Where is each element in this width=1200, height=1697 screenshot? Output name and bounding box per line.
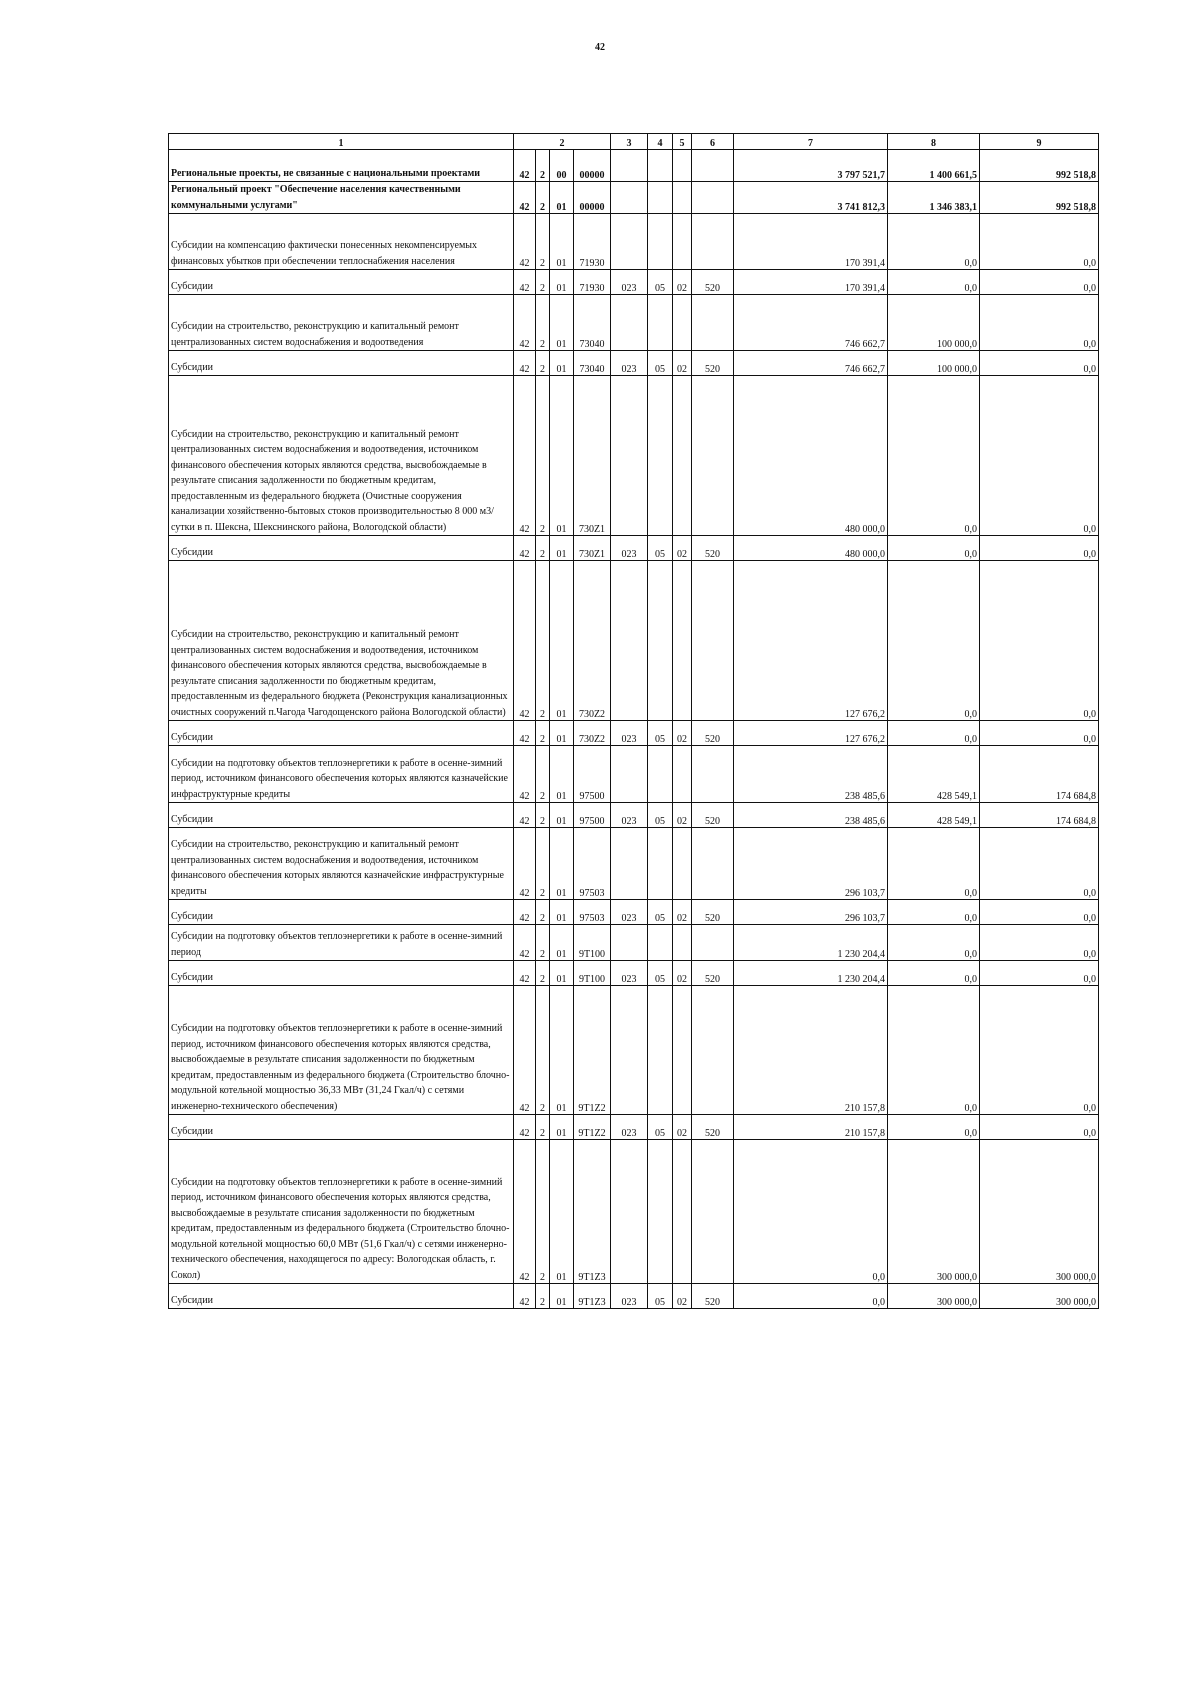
header-cell: 9 xyxy=(980,134,1099,150)
code-col-5: 02 xyxy=(673,900,692,925)
amount-col-8: 0,0 xyxy=(888,214,980,270)
code-col-6: 520 xyxy=(692,900,734,925)
header-cell: 1 xyxy=(169,134,514,150)
code-col-3 xyxy=(611,182,648,214)
amount-col-7: 210 157,8 xyxy=(734,1115,888,1140)
amount-col-8: 300 000,0 xyxy=(888,1140,980,1284)
code-col-4 xyxy=(648,182,673,214)
amount-col-8: 100 000,0 xyxy=(888,295,980,351)
amount-col-7: 127 676,2 xyxy=(734,561,888,721)
code-program: 42 xyxy=(514,150,536,182)
row-name: Субсидии на компенсацию фактически понесенных некомпенсируемых финансовых убытков при обеспечении теплоснабжения населения xyxy=(169,214,514,270)
code-col-5: 02 xyxy=(673,536,692,561)
code-project: 01 xyxy=(550,214,574,270)
amount-col-9: 0,0 xyxy=(980,376,1099,536)
code-col-3 xyxy=(611,746,648,803)
row-name: Субсидии xyxy=(169,351,514,376)
code-project: 01 xyxy=(550,536,574,561)
code-col-4 xyxy=(648,746,673,803)
header-cell: 7 xyxy=(734,134,888,150)
amount-col-9: 0,0 xyxy=(980,536,1099,561)
header-cell: 5 xyxy=(673,134,692,150)
code-program: 42 xyxy=(514,900,536,925)
row-name: Субсидии xyxy=(169,803,514,828)
amount-col-8: 0,0 xyxy=(888,270,980,295)
amount-col-7: 3 741 812,3 xyxy=(734,182,888,214)
code-col-3 xyxy=(611,925,648,961)
amount-col-9: 300 000,0 xyxy=(980,1284,1099,1309)
code-direction: 97500 xyxy=(574,746,611,803)
code-program: 42 xyxy=(514,925,536,961)
code-direction: 00000 xyxy=(574,150,611,182)
code-col-3: 023 xyxy=(611,270,648,295)
code-col-5 xyxy=(673,182,692,214)
code-col-6 xyxy=(692,182,734,214)
code-subprogram: 2 xyxy=(536,961,550,986)
amount-col-8: 0,0 xyxy=(888,961,980,986)
code-program: 42 xyxy=(514,803,536,828)
code-col-4 xyxy=(648,1140,673,1284)
code-col-6 xyxy=(692,746,734,803)
row-name: Субсидии xyxy=(169,1284,514,1309)
code-direction: 9T1Z2 xyxy=(574,1115,611,1140)
code-direction: 9T1Z2 xyxy=(574,986,611,1115)
code-direction: 00000 xyxy=(574,182,611,214)
header-cell: 2 xyxy=(514,134,611,150)
amount-col-7: 480 000,0 xyxy=(734,536,888,561)
code-project: 01 xyxy=(550,803,574,828)
page-number: 42 xyxy=(595,42,605,53)
code-project: 01 xyxy=(550,925,574,961)
code-project: 01 xyxy=(550,351,574,376)
amount-col-9: 0,0 xyxy=(980,828,1099,900)
row-name: Субсидии на подготовку объектов теплоэнергетики к работе в осенне-зимний период, источником финансового обеспечения которых являются казначейские инфраструктурные кредиты xyxy=(169,746,514,803)
code-subprogram: 2 xyxy=(536,828,550,900)
amount-col-9: 992 518,8 xyxy=(980,150,1099,182)
code-direction: 730Z1 xyxy=(574,376,611,536)
row-name: Субсидии на подготовку объектов теплоэнергетики к работе в осенне-зимний период xyxy=(169,925,514,961)
code-col-3: 023 xyxy=(611,961,648,986)
code-project: 01 xyxy=(550,746,574,803)
code-subprogram: 2 xyxy=(536,803,550,828)
amount-col-9: 174 684,8 xyxy=(980,746,1099,803)
code-col-3 xyxy=(611,828,648,900)
table-row xyxy=(169,746,1099,803)
row-name: Субсидии на строительство, реконструкцию и капитальный ремонт централизованных систем водоснабжения и водоотведения xyxy=(169,295,514,351)
amount-col-7: 0,0 xyxy=(734,1284,888,1309)
row-name: Субсидии xyxy=(169,721,514,746)
row-name: Субсидии xyxy=(169,961,514,986)
row-name: Региональный проект "Обеспечение населения качественными коммунальными услугами" xyxy=(169,182,514,214)
code-col-3 xyxy=(611,150,648,182)
code-subprogram: 2 xyxy=(536,561,550,721)
amount-col-9: 0,0 xyxy=(980,295,1099,351)
code-program: 42 xyxy=(514,721,536,746)
amount-col-7: 480 000,0 xyxy=(734,376,888,536)
amount-col-7: 746 662,7 xyxy=(734,295,888,351)
code-col-4 xyxy=(648,376,673,536)
code-col-4: 05 xyxy=(648,1115,673,1140)
code-direction: 71930 xyxy=(574,214,611,270)
code-col-3: 023 xyxy=(611,803,648,828)
code-col-6 xyxy=(692,1140,734,1284)
code-col-6: 520 xyxy=(692,351,734,376)
code-col-4: 05 xyxy=(648,270,673,295)
code-direction: 73040 xyxy=(574,295,611,351)
code-col-4 xyxy=(648,561,673,721)
amount-col-9: 0,0 xyxy=(980,721,1099,746)
code-program: 42 xyxy=(514,376,536,536)
code-program: 42 xyxy=(514,561,536,721)
code-subprogram: 2 xyxy=(536,925,550,961)
code-col-3: 023 xyxy=(611,721,648,746)
code-col-5 xyxy=(673,925,692,961)
code-col-3: 023 xyxy=(611,536,648,561)
code-subprogram: 2 xyxy=(536,182,550,214)
code-project: 01 xyxy=(550,182,574,214)
code-col-5: 02 xyxy=(673,961,692,986)
code-subprogram: 2 xyxy=(536,1115,550,1140)
code-direction: 9T100 xyxy=(574,961,611,986)
code-col-4: 05 xyxy=(648,1284,673,1309)
amount-col-7: 170 391,4 xyxy=(734,270,888,295)
amount-col-8: 1 346 383,1 xyxy=(888,182,980,214)
amount-col-7: 746 662,7 xyxy=(734,351,888,376)
amount-col-8: 428 549,1 xyxy=(888,746,980,803)
code-subprogram: 2 xyxy=(536,721,550,746)
table-row xyxy=(169,1284,1099,1309)
code-col-4: 05 xyxy=(648,961,673,986)
code-subprogram: 2 xyxy=(536,270,550,295)
code-direction: 97500 xyxy=(574,803,611,828)
budget-table xyxy=(168,133,1099,1309)
code-col-5: 02 xyxy=(673,1115,692,1140)
code-project: 00 xyxy=(550,150,574,182)
code-subprogram: 2 xyxy=(536,351,550,376)
table-row xyxy=(169,828,1099,900)
code-subprogram: 2 xyxy=(536,214,550,270)
code-col-6 xyxy=(692,295,734,351)
code-direction: 730Z1 xyxy=(574,536,611,561)
code-project: 01 xyxy=(550,376,574,536)
amount-col-8: 0,0 xyxy=(888,536,980,561)
amount-col-7: 3 797 521,7 xyxy=(734,150,888,182)
amount-col-7: 296 103,7 xyxy=(734,900,888,925)
amount-col-9: 0,0 xyxy=(980,214,1099,270)
code-col-5 xyxy=(673,214,692,270)
table-row xyxy=(169,721,1099,746)
row-name: Субсидии на подготовку объектов теплоэнергетики к работе в осенне-зимний период, источником финансового обеспечения которых являются средства, высвобождаемые в результате списания задолженности по бюджетным кредитам, предоставленным из федерального бюджета (Строительство блочно-модульной котельной мощностью 60,0 МВт (51,6 Гкал/ч) с сетями инженерно-технического обеспечения, находящегося по адресу: Вологодская область, г. Сокол) xyxy=(169,1140,514,1284)
code-program: 42 xyxy=(514,1140,536,1284)
amount-col-7: 238 485,6 xyxy=(734,803,888,828)
table-row xyxy=(169,925,1099,961)
header-cell: 8 xyxy=(888,134,980,150)
code-col-6: 520 xyxy=(692,961,734,986)
row-name: Субсидии xyxy=(169,270,514,295)
code-program: 42 xyxy=(514,1284,536,1309)
code-program: 42 xyxy=(514,214,536,270)
table-row xyxy=(169,1115,1099,1140)
code-col-5: 02 xyxy=(673,803,692,828)
code-subprogram: 2 xyxy=(536,376,550,536)
amount-col-9: 0,0 xyxy=(980,986,1099,1115)
code-col-4: 05 xyxy=(648,721,673,746)
table-row xyxy=(169,214,1099,270)
amount-col-9: 174 684,8 xyxy=(980,803,1099,828)
code-col-6 xyxy=(692,925,734,961)
code-col-4: 05 xyxy=(648,900,673,925)
table-row xyxy=(169,986,1099,1115)
code-subprogram: 2 xyxy=(536,536,550,561)
code-col-3 xyxy=(611,986,648,1115)
code-col-5 xyxy=(673,746,692,803)
amount-col-8: 0,0 xyxy=(888,900,980,925)
code-col-6 xyxy=(692,376,734,536)
code-col-4 xyxy=(648,828,673,900)
code-col-5: 02 xyxy=(673,270,692,295)
table-row xyxy=(169,150,1099,182)
code-col-3 xyxy=(611,214,648,270)
amount-col-8: 0,0 xyxy=(888,1115,980,1140)
table-row xyxy=(169,900,1099,925)
code-project: 01 xyxy=(550,270,574,295)
row-name: Субсидии на подготовку объектов теплоэнергетики к работе в осенне-зимний период, источником финансового обеспечения которых являются средства, высвобождаемые в результате списания задолженности по бюджетным кредитам, предоставленным из федерального бюджета (Строительство блочно-модульной котельной мощностью 36,33 МВт (31,24 Гкал/ч) с сетями инженерно-технического обеспечения) xyxy=(169,986,514,1115)
code-program: 42 xyxy=(514,351,536,376)
code-col-3: 023 xyxy=(611,900,648,925)
row-name: Субсидии на строительство, реконструкцию и капитальный ремонт централизованных систем водоснабжения и водоотведения, источником финансового обеспечения которых являются средства, высвобождаемые в результате списания задолженности по бюджетным кредитам, предоставленным из федерального бюджета (Очистные сооружения канализации хозяйственно-бытовых стоков производительностью 8 000 м3/сутки в п. Шексна, Шекснинского района, Вологодской области) xyxy=(169,376,514,536)
amount-col-7: 0,0 xyxy=(734,1140,888,1284)
code-subprogram: 2 xyxy=(536,1140,550,1284)
code-project: 01 xyxy=(550,828,574,900)
row-name: Субсидии на строительство, реконструкцию и капитальный ремонт централизованных систем водоснабжения и водоотведения, источником финансового обеспечения которых являются средства, высвобождаемые в результате списания задолженности по бюджетным кредитам, предоставленным из федерального бюджета (Реконструкция канализационных очистных сооружений п.Чагода Чагодощенского района Вологодской области) xyxy=(169,561,514,721)
code-col-5 xyxy=(673,376,692,536)
amount-col-8: 0,0 xyxy=(888,721,980,746)
code-subprogram: 2 xyxy=(536,746,550,803)
code-col-6 xyxy=(692,986,734,1115)
code-col-6: 520 xyxy=(692,1284,734,1309)
code-col-6: 520 xyxy=(692,721,734,746)
amount-col-9: 300 000,0 xyxy=(980,1140,1099,1284)
amount-col-7: 1 230 204,4 xyxy=(734,961,888,986)
code-project: 01 xyxy=(550,900,574,925)
code-program: 42 xyxy=(514,828,536,900)
code-col-4 xyxy=(648,214,673,270)
code-col-6 xyxy=(692,561,734,721)
code-col-6: 520 xyxy=(692,803,734,828)
code-project: 01 xyxy=(550,961,574,986)
amount-col-8: 300 000,0 xyxy=(888,1284,980,1309)
code-col-6: 520 xyxy=(692,1115,734,1140)
table-row xyxy=(169,295,1099,351)
amount-col-7: 210 157,8 xyxy=(734,986,888,1115)
amount-col-7: 1 230 204,4 xyxy=(734,925,888,961)
row-name: Региональные проекты, не связанные с национальными проектами xyxy=(169,150,514,182)
code-col-5 xyxy=(673,1140,692,1284)
code-col-3: 023 xyxy=(611,1284,648,1309)
code-col-4: 05 xyxy=(648,536,673,561)
amount-col-9: 0,0 xyxy=(980,961,1099,986)
code-col-4 xyxy=(648,295,673,351)
code-col-3 xyxy=(611,561,648,721)
amount-col-8: 428 549,1 xyxy=(888,803,980,828)
code-direction: 71930 xyxy=(574,270,611,295)
code-col-3 xyxy=(611,376,648,536)
table-row xyxy=(169,1140,1099,1284)
table-row xyxy=(169,803,1099,828)
header-cell: 4 xyxy=(648,134,673,150)
table-row xyxy=(169,376,1099,536)
code-col-3 xyxy=(611,295,648,351)
amount-col-9: 0,0 xyxy=(980,1115,1099,1140)
code-subprogram: 2 xyxy=(536,150,550,182)
amount-col-9: 0,0 xyxy=(980,900,1099,925)
amount-col-8: 0,0 xyxy=(888,561,980,721)
code-col-6 xyxy=(692,150,734,182)
header-cell: 3 xyxy=(611,134,648,150)
code-direction: 730Z2 xyxy=(574,721,611,746)
table-row xyxy=(169,961,1099,986)
amount-col-8: 0,0 xyxy=(888,376,980,536)
code-program: 42 xyxy=(514,1115,536,1140)
code-project: 01 xyxy=(550,1284,574,1309)
amount-col-7: 170 391,4 xyxy=(734,214,888,270)
code-project: 01 xyxy=(550,721,574,746)
table-row xyxy=(169,270,1099,295)
row-name: Субсидии на строительство, реконструкцию и капитальный ремонт централизованных систем водоснабжения и водоотведения, источником финансового обеспечения которых являются казначейские инфраструктурные кредиты xyxy=(169,828,514,900)
code-col-6: 520 xyxy=(692,270,734,295)
amount-col-7: 296 103,7 xyxy=(734,828,888,900)
code-program: 42 xyxy=(514,536,536,561)
code-subprogram: 2 xyxy=(536,986,550,1115)
code-project: 01 xyxy=(550,561,574,721)
code-program: 42 xyxy=(514,270,536,295)
code-direction: 9T1Z3 xyxy=(574,1284,611,1309)
code-col-4 xyxy=(648,986,673,1115)
header-row xyxy=(169,134,1099,150)
code-direction: 730Z2 xyxy=(574,561,611,721)
header-cell: 6 xyxy=(692,134,734,150)
amount-col-9: 0,0 xyxy=(980,351,1099,376)
code-program: 42 xyxy=(514,182,536,214)
code-subprogram: 2 xyxy=(536,295,550,351)
table-body xyxy=(169,150,1099,1309)
amount-col-7: 127 676,2 xyxy=(734,721,888,746)
code-direction: 97503 xyxy=(574,828,611,900)
code-col-4 xyxy=(648,925,673,961)
code-direction: 9T100 xyxy=(574,925,611,961)
code-col-5 xyxy=(673,295,692,351)
amount-col-8: 0,0 xyxy=(888,925,980,961)
code-col-5: 02 xyxy=(673,351,692,376)
table-row xyxy=(169,182,1099,214)
code-project: 01 xyxy=(550,295,574,351)
amount-col-9: 992 518,8 xyxy=(980,182,1099,214)
row-name: Субсидии xyxy=(169,1115,514,1140)
code-program: 42 xyxy=(514,986,536,1115)
code-program: 42 xyxy=(514,746,536,803)
code-col-3: 023 xyxy=(611,1115,648,1140)
code-col-6: 520 xyxy=(692,536,734,561)
code-col-5: 02 xyxy=(673,1284,692,1309)
amount-col-9: 0,0 xyxy=(980,270,1099,295)
table-row xyxy=(169,561,1099,721)
table-row xyxy=(169,351,1099,376)
amount-col-9: 0,0 xyxy=(980,561,1099,721)
code-program: 42 xyxy=(514,961,536,986)
code-col-3: 023 xyxy=(611,351,648,376)
code-direction: 97503 xyxy=(574,900,611,925)
amount-col-8: 1 400 661,5 xyxy=(888,150,980,182)
amount-col-8: 0,0 xyxy=(888,986,980,1115)
code-col-5 xyxy=(673,150,692,182)
row-name: Субсидии xyxy=(169,536,514,561)
code-col-4 xyxy=(648,150,673,182)
code-program: 42 xyxy=(514,295,536,351)
table-row xyxy=(169,536,1099,561)
amount-col-9: 0,0 xyxy=(980,925,1099,961)
code-col-3 xyxy=(611,1140,648,1284)
code-col-6 xyxy=(692,828,734,900)
code-direction: 73040 xyxy=(574,351,611,376)
code-col-5 xyxy=(673,986,692,1115)
code-col-5 xyxy=(673,561,692,721)
amount-col-8: 100 000,0 xyxy=(888,351,980,376)
code-col-4: 05 xyxy=(648,351,673,376)
code-subprogram: 2 xyxy=(536,900,550,925)
code-direction: 9T1Z3 xyxy=(574,1140,611,1284)
code-subprogram: 2 xyxy=(536,1284,550,1309)
code-project: 01 xyxy=(550,1115,574,1140)
row-name: Субсидии xyxy=(169,900,514,925)
code-col-4: 05 xyxy=(648,803,673,828)
code-project: 01 xyxy=(550,1140,574,1284)
amount-col-7: 238 485,6 xyxy=(734,746,888,803)
code-col-5: 02 xyxy=(673,721,692,746)
code-project: 01 xyxy=(550,986,574,1115)
code-col-5 xyxy=(673,828,692,900)
amount-col-8: 0,0 xyxy=(888,828,980,900)
code-col-6 xyxy=(692,214,734,270)
